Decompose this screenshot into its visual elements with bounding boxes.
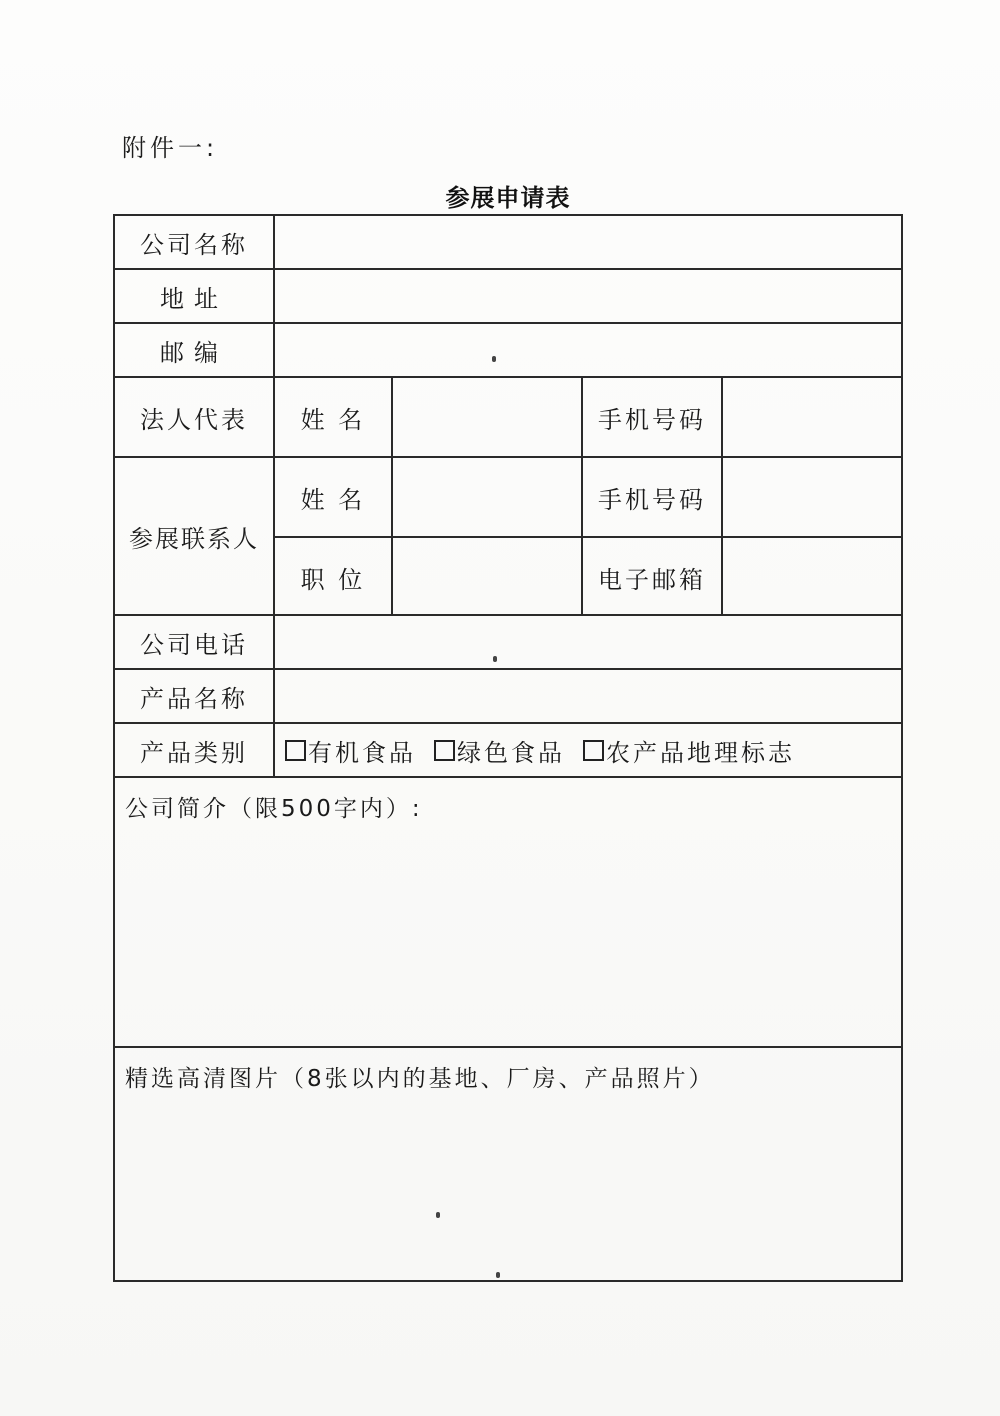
scan-mark bbox=[436, 1212, 440, 1218]
scan-mark bbox=[492, 356, 496, 362]
photos-label: 精选高清图片（8张以内的基地、厂房、产品照片） bbox=[125, 1066, 715, 1092]
category-option-green-label: 绿色食品 bbox=[457, 738, 565, 767]
product-category-label: 产品类别 bbox=[115, 724, 275, 776]
attachment-label: 附件一: bbox=[122, 134, 219, 162]
legal-rep-mobile-label: 手机号码 bbox=[583, 378, 723, 456]
legal-rep-mobile-field[interactable] bbox=[723, 378, 901, 456]
row-company-name bbox=[115, 216, 901, 270]
company-phone-field[interactable] bbox=[275, 616, 901, 668]
checkbox-geo[interactable] bbox=[583, 740, 604, 761]
contact-mobile-label: 手机号码 bbox=[583, 458, 723, 536]
row-contact bbox=[115, 458, 901, 616]
category-option-organic-label: 有机食品 bbox=[308, 738, 416, 767]
address-label: 地址 bbox=[115, 270, 275, 322]
row-product-category bbox=[115, 724, 901, 778]
scan-mark bbox=[493, 656, 497, 662]
company-intro-label: 公司简介（限500字内）: bbox=[125, 796, 423, 822]
contact-label: 参展联系人 bbox=[115, 458, 275, 614]
checkbox-green[interactable] bbox=[434, 740, 455, 761]
contact-subrow-2 bbox=[275, 538, 901, 616]
category-option-green[interactable] bbox=[434, 733, 565, 768]
company-phone-label: 公司电话 bbox=[115, 616, 275, 668]
row-company-intro[interactable] bbox=[115, 778, 901, 1048]
postcode-field[interactable] bbox=[275, 324, 901, 376]
contact-name-label: 姓 名 bbox=[275, 458, 393, 536]
legal-rep-name-field[interactable] bbox=[393, 378, 583, 456]
category-option-geo-label: 农产品地理标志 bbox=[606, 738, 795, 767]
row-address bbox=[115, 270, 901, 324]
category-option-geo[interactable] bbox=[583, 733, 795, 768]
company-name-label: 公司名称 bbox=[115, 216, 275, 268]
legal-rep-label: 法人代表 bbox=[115, 378, 275, 456]
contact-email-field[interactable] bbox=[723, 538, 901, 616]
address-field[interactable] bbox=[275, 270, 901, 322]
postcode-label: 邮编 bbox=[115, 324, 275, 376]
product-name-label: 产品名称 bbox=[115, 670, 275, 722]
product-category-options bbox=[275, 724, 901, 776]
contact-position-label: 职 位 bbox=[275, 538, 393, 616]
application-form bbox=[113, 214, 903, 1282]
form-title: 参展申请表 bbox=[445, 184, 571, 212]
contact-mobile-field[interactable] bbox=[723, 458, 901, 536]
legal-rep-name-label: 姓 名 bbox=[275, 378, 393, 456]
contact-subrow-1 bbox=[275, 458, 901, 538]
row-company-phone bbox=[115, 616, 901, 670]
row-photos[interactable] bbox=[115, 1048, 901, 1280]
scan-mark bbox=[496, 1272, 500, 1278]
row-postcode bbox=[115, 324, 901, 378]
row-legal-rep bbox=[115, 378, 901, 458]
product-name-field[interactable] bbox=[275, 670, 901, 722]
contact-email-label: 电子邮箱 bbox=[583, 538, 723, 616]
contact-position-field[interactable] bbox=[393, 538, 583, 616]
row-product-name bbox=[115, 670, 901, 724]
company-name-field[interactable] bbox=[275, 216, 901, 268]
checkbox-organic[interactable] bbox=[285, 740, 306, 761]
contact-name-field[interactable] bbox=[393, 458, 583, 536]
category-option-organic[interactable] bbox=[285, 733, 416, 768]
